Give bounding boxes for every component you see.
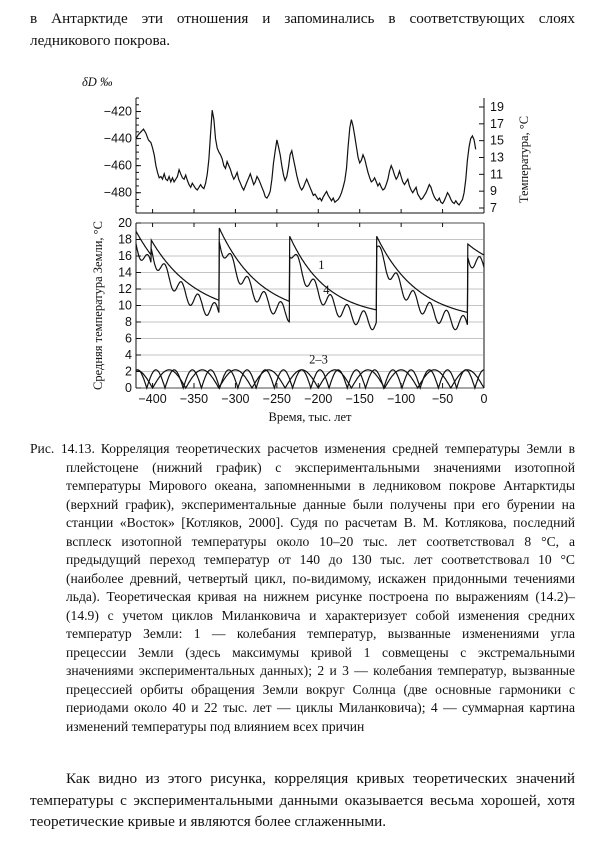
bottom-y-tick-label: 14	[118, 265, 132, 280]
top-left-tick-label: −440	[103, 131, 132, 146]
bottom-y-tick-label: 12	[118, 282, 132, 296]
bottom-y-tick-label: 20	[118, 216, 132, 230]
top-right-tick-label: 13	[490, 150, 504, 165]
bottom-y-tick-label: 4	[125, 348, 132, 362]
top-right-tick-label: 9	[490, 184, 497, 199]
curve-2-3-label: 2–3	[309, 352, 328, 367]
bottom-panel	[91, 216, 488, 424]
caption-text: Корреляция теоретических расчетов изменения средней температуры Земли в плейстоцене (нижний график) с экспериментальными значениями изотопной температуры Мирового океана, запомненными в ледниковом покрове Антарктиды (верхний график), экспериментальные данные были получены при его бурении на станции «Восток» [Котляков, 2000]. Судя по расчетам В. М. Котлякова, последний всплеск изотопной температуры около 10–20 тыс. лет соответствовал 8 °C, а предыдущий переход температур от 140 до 130 тыс. лет соответствовал 10 °C (наиболее древний, четвертый цикл, по-видимому, искажен придонными течениями льда). Теоретическая кривая на нижнем рисунке построена по выражениям (14.2)–(14.9) с учетом циклов Миланковича и характеризует собой изменения средних температур Земли: 1 — колебания температур, вызванные изменениями угла прецессии Земли (здесь максимумы кривой 1 совмещены с экстремальными значениями экспериментальных данных); 2 и 3 — колебания температур, вызванные прецессией орбиты обращения Земли вокруг Солнца (две основные гармоники с периодами около 40 и 22 тыс. лет — циклы Миланковича); 4 — суммарная картина изменений температуры под влиянием всех причин	[66, 441, 575, 734]
bottom-x-tick-label: −250	[262, 392, 291, 406]
bottom-x-axis-label: Время, тыс. лет	[268, 410, 352, 424]
top-right-tick-label: 11	[490, 167, 503, 182]
bottom-x-tick-label: −400	[138, 392, 167, 406]
bottom-y-tick-label: 8	[125, 315, 132, 329]
caption-label: Рис. 14.13.	[30, 441, 95, 456]
bottom-y-tick-label: 18	[118, 232, 132, 247]
outro-paragraph: Как видно из этого рисунка, корреляция кривых теоретических значений температуры с экспериментальными данными оказывается весьма хорошей, хотя теоретические кривые и являются более сглаженными.	[30, 770, 575, 830]
top-left-axis-label: δD ‰	[82, 75, 113, 89]
curve-4-label: 4	[323, 282, 330, 297]
bottom-x-tick-label: −300	[221, 392, 250, 406]
curve-1-label: 1	[318, 258, 325, 273]
vostok-isotope-curve	[136, 110, 476, 205]
curve-1	[136, 228, 484, 312]
bottom-x-tick-label: −350	[179, 392, 209, 406]
bottom-y-axis-label: Средняя температура Земли, °C	[91, 221, 105, 390]
top-right-tick-label: 7	[490, 201, 497, 215]
intro-paragraph: в Антарктиде эти отношения и запоминались в соответствующих слоях ледникового покрова.	[30, 10, 575, 49]
bottom-y-tick-label: 6	[125, 331, 132, 346]
bottom-y-tick-label: 2	[125, 364, 132, 379]
bottom-y-tick-label: 10	[118, 298, 132, 313]
top-panel	[82, 75, 531, 215]
top-right-tick-label: 17	[490, 116, 504, 131]
top-left-tick-label: −460	[103, 158, 132, 173]
figure-caption	[30, 440, 575, 736]
bottom-x-tick-label: 0	[480, 392, 488, 406]
chart-svg	[70, 70, 540, 440]
bottom-x-tick-label: −200	[304, 392, 333, 406]
top-right-tick-label: 19	[490, 100, 504, 114]
top-left-tick-label: −420	[103, 104, 132, 119]
top-right-tick-label: 15	[490, 133, 504, 148]
bottom-x-tick-label: −150	[345, 392, 374, 406]
top-right-axis-label: Температура, °C	[517, 115, 531, 204]
curve-3	[136, 370, 484, 388]
bottom-y-tick-label: 0	[125, 381, 132, 395]
bottom-x-tick-label: −100	[387, 392, 416, 406]
bottom-x-tick-label: −50	[431, 392, 454, 406]
curve-4	[136, 242, 484, 330]
bottom-y-tick-label: 16	[118, 249, 132, 263]
top-left-tick-label: −480	[103, 185, 132, 200]
figure-14-13	[70, 70, 540, 440]
